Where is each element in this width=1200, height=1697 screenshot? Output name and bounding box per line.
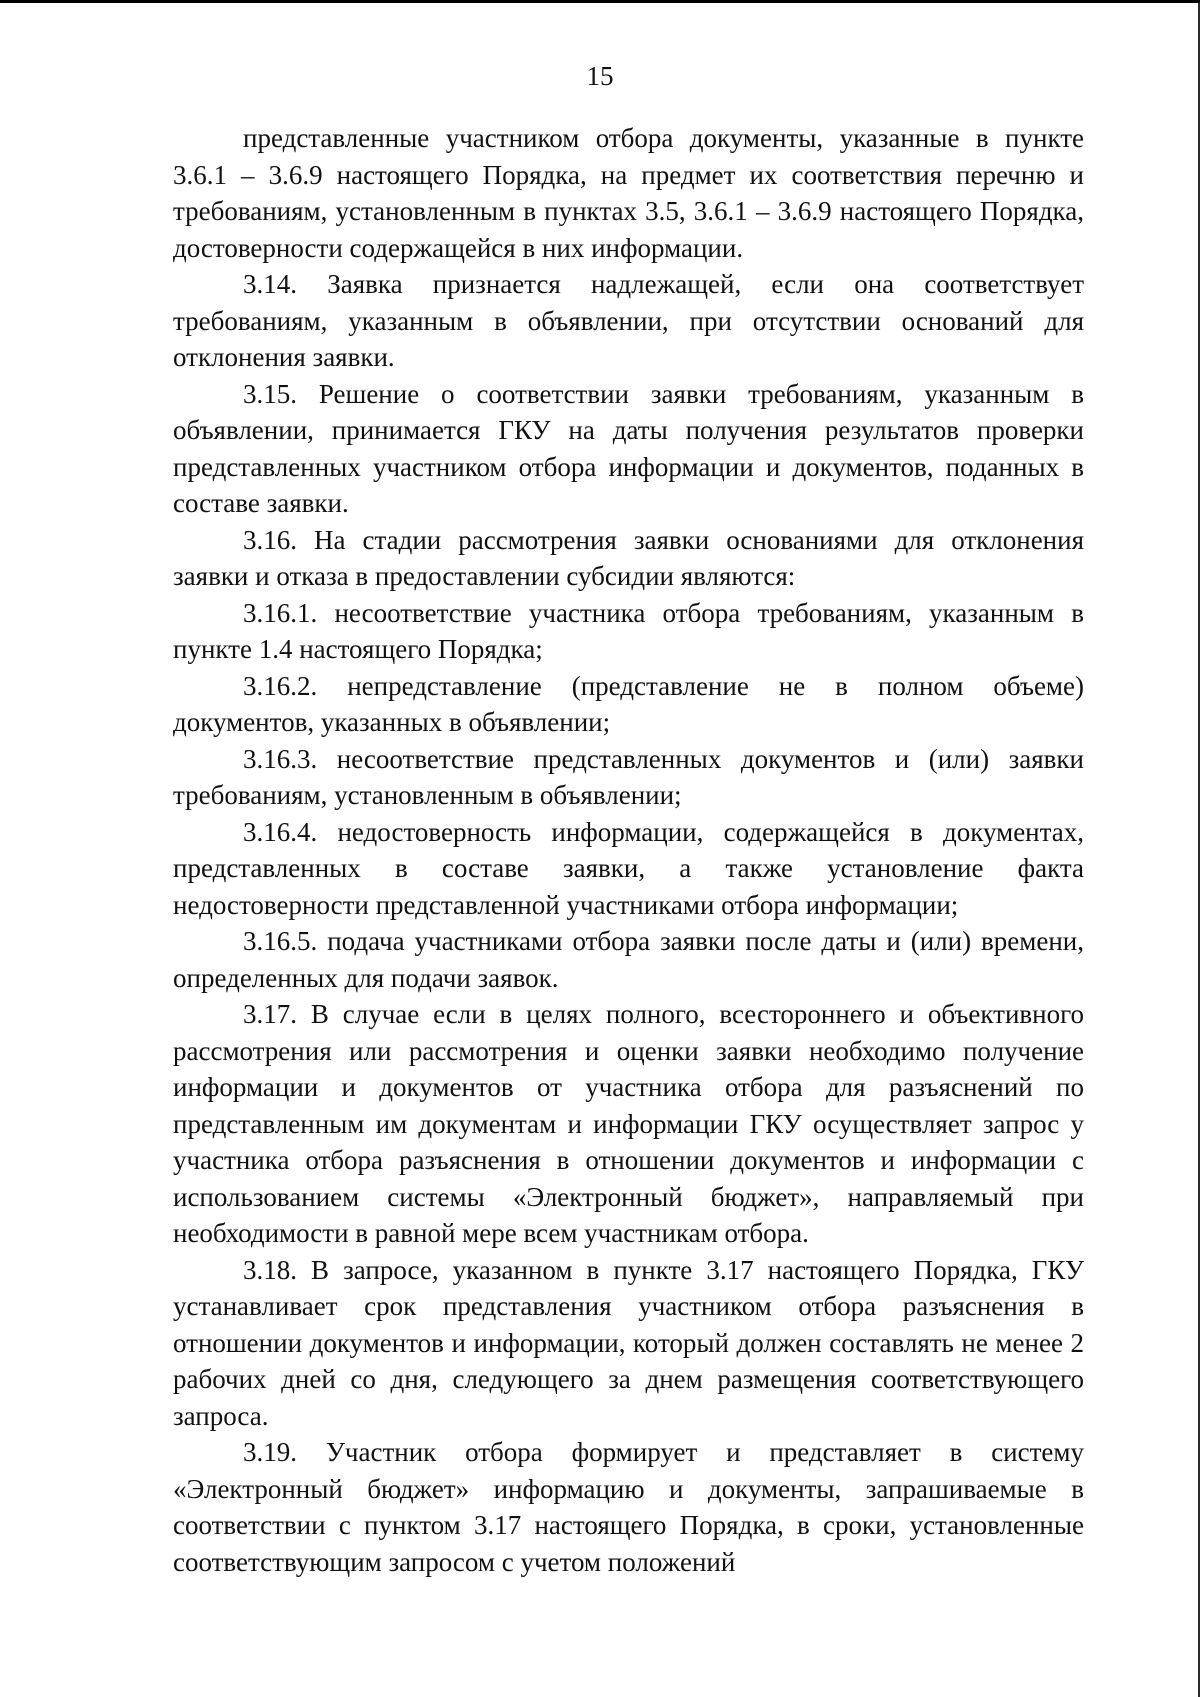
paragraph-3-16-5: 3.16.5. подача участниками отбора заявки после даты и (или) времени, определенных для подачи заявок. [173,926,1084,993]
paragraph-3-14: 3.14. Заявка признается надлежащей, если она соответствует требованиям, указанным в объявлении, при отсутствии оснований для отклонения заявки. [173,269,1084,372]
page-number: 15 [586,61,614,91]
paragraph-3-17: 3.17. В случае если в целях полного, всестороннего и объективного рассмотрения или рассмотрения и оценки заявки необходимо получение информации и документов от участника отбора для разъяснений по представленным им документам и информации ГКУ осуществляет запрос у участника отбора разъяснения в отношении документов и информации с использованием системы «Электронный бюджет», направляемый при необходимости в равной мере всем участникам отбора. [173,999,1084,1248]
document-body [173,120,1084,1580]
paragraph-3-19: 3.19. Участник отбора формирует и представляет в систему «Электронный бюджет» информацию и документы, запрашиваемые в соответствии с пунктом 3.17 настоящего Порядка, в сроки, установленные соответствующим запросом с учетом положений [173,1437,1084,1577]
paragraph-3-15: 3.15. Решение о соответствии заявки требованиям, указанным в объявлении, принимается ГКУ на даты получения результатов проверки представленных участником отбора информации и документов, поданных в составе заявки. [173,378,1084,518]
paragraph-3-16: 3.16. На стадии рассмотрения заявки основаниями для отклонения заявки и отказа в предоставлении субсидии являются: [173,524,1084,591]
paragraph-3-16-4: 3.16.4. недостоверность информации, содержащейся в документах, представленных в составе заявки, а также установление факта недостоверности представленной участниками отбора информации; [173,816,1084,920]
paragraph-continuation: представленные участником отбора документы, указанные в пункте 3.6.1 – 3.6.9 настоящего Порядка, на предмет их соответствия перечню и требованиям, установленным в пунктах 3.5, 3.6.1 – 3.6.9 настоящего Порядка, достоверности содержащейся в них информации. [173,123,1084,263]
paragraph-3-16-1: 3.16.1. несоответствие участника отбора требованиям, указанным в пункте 1.4 настоящего Порядка; [173,597,1084,664]
paragraph-3-18: 3.18. В запросе, указанном в пункте 3.17 настоящего Порядка, ГКУ устанавливает срок представления участником отбора разъяснения в отношении документов и информации, который должен составлять не менее 2 рабочих дней со дня, следующего за днем размещения соответствующего запроса. [173,1254,1084,1431]
paragraph-3-16-2: 3.16.2. непредставление (представление не в полном объеме) документов, указанных в объявлении; [173,670,1084,737]
paragraph-3-16-3: 3.16.3. несоответствие представленных документов и (или) заявки требованиям, установленным в объявлении; [173,743,1084,810]
